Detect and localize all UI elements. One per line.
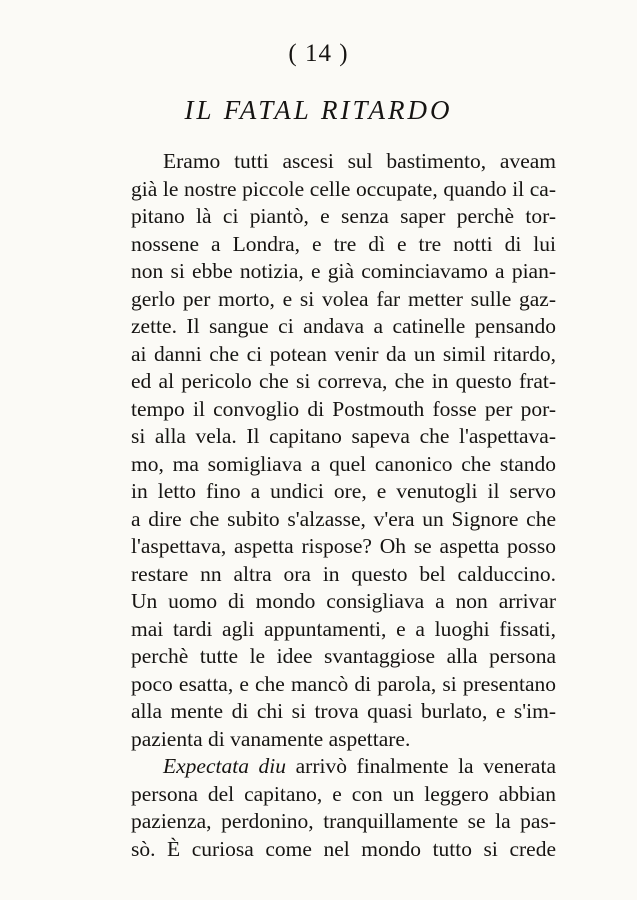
text-line: ed al pericolo che si correva, che in questo frat- <box>131 369 556 393</box>
text-line: nossene a Londra, e tre dì e tre notti di lui <box>131 231 556 256</box>
text-line: restare nn altra ora in questo bel calduccino. <box>131 561 556 586</box>
text-line: si alla vela. Il capitano sapeva che l'aspettava- <box>131 424 556 448</box>
text-line: poco esatta, e che mancò di parola, si presentano <box>131 671 556 696</box>
text-line: alla mente di chi si trova quasi burlato, e s'im- <box>131 699 556 723</box>
text-line: non si ebbe notizia, e già cominciavamo a pian- <box>131 259 556 283</box>
text-line: mai tardi agli appuntamenti, e a luoghi fissati, <box>131 616 556 641</box>
text-line: mo, ma somigliava a quel canonico che stando <box>131 451 556 476</box>
text-line: a dire che subito s'alzasse, v'era un Signore che <box>131 506 556 531</box>
chapter-title: IL FATAL RITARDO <box>184 95 453 125</box>
text-line: ai danni che ci potean venir da un simil ritardo, <box>131 341 556 366</box>
page-number: ( 14 ) <box>288 40 349 67</box>
text-line-with-latin <box>131 753 556 781</box>
latin-phrase: Expectata diu <box>163 754 287 778</box>
text-line: già le nostre piccole celle occupate, quando il ca- <box>131 176 556 201</box>
text-line: pazienta di vanamente aspettare. <box>131 726 411 751</box>
text-line: pazienza, perdonino, tranquillamente se la pas- <box>131 809 556 833</box>
text-line: in letto fino a undici ore, e venutogli il servo <box>131 479 556 503</box>
text-line: sò. È curiosa come nel mondo tutto si crede <box>131 836 556 861</box>
text-line: Un uomo di mondo consigliava a non arrivar <box>131 589 556 613</box>
text-line: perchè tutte le idee svantaggiose alla persona <box>131 644 556 668</box>
body-text <box>131 148 556 863</box>
text-line: tempo il convoglio di Postmouth fosse per por- <box>131 396 556 421</box>
text-line-rest: arrivò finalmente la venerata <box>295 754 556 778</box>
text-line: pitano là ci piantò, e senza saper perchè tor- <box>131 204 556 228</box>
text-line: persona del capitano, e con un leggero abbian <box>131 781 556 806</box>
text-line: Eramo tutti ascesi sul bastimento, aveam <box>163 149 556 173</box>
text-line: gerlo per morto, e si volea far metter sulle gaz- <box>131 286 556 311</box>
text-line: l'aspettava, aspetta rispose? Oh se aspetta posso <box>131 534 556 558</box>
text-line: zette. Il sangue ci andava a catinelle pensando <box>131 314 556 338</box>
